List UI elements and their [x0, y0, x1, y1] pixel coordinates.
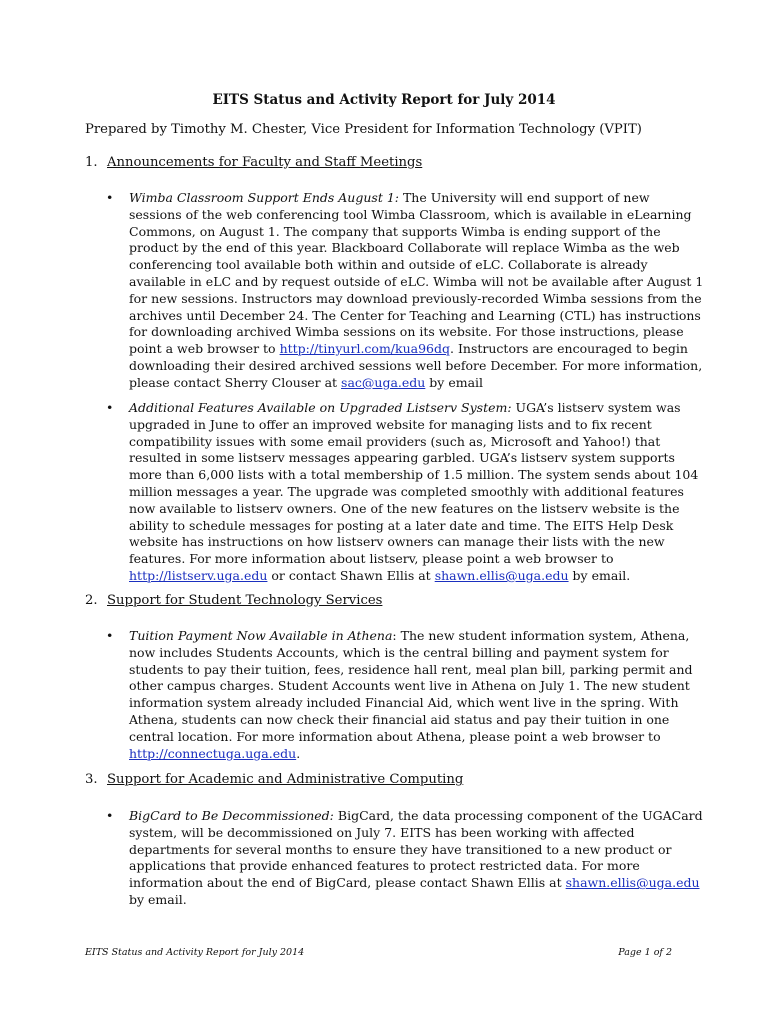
- item-lead: BigCard to Be Decommissioned:: [129, 808, 334, 823]
- list-item: • Additional Features Available on Upgraded Listserv System: UGA’s listserv system was upgraded in June to offer an improved website for managing lists and to fix recent compatibility issues with some email providers (such as, Microsoft and Yahoo!) that resulted in some listserv messages appearing garbled. UGA’s listserv system supports more than 6,000 lists with a total membership of 1.5 million. The system sends about 104 million messages a year. The upgrade was completed smoothly with additional features now available to listserv owners. One of the new features on the listserv website is the ability to schedule messages for posting at a later date and time. The EITS Help Desk website has instructions on how listserv owners can manage their lists with the new features. For more information about listserv, please point a web browser to http://listserv.uga.edu or contact Shawn Ellis at shawn.ellis@uga.edu by email.: [106, 400, 699, 583]
- bullet-icon: •: [106, 400, 114, 415]
- section-heading-1: [85, 155, 422, 170]
- section-number: 1.: [85, 155, 98, 170]
- list-item: • BigCard to Be Decommissioned: BigCard, the data processing component of the UGACard system, will be decommissioned on July 7. EITS has been working with affected departments for several months to ensure they have transitioned to a new product or applications that provide enhanced features to protect restricted data. For more information about the end of BigCard, please contact Shawn Ellis at shawn.ellis@uga.edu by email.: [106, 808, 703, 907]
- section-title: Support for Student Technology Services: [107, 593, 383, 608]
- section-heading-2: [85, 593, 382, 608]
- email-link[interactable]: sac@uga.edu: [341, 374, 426, 390]
- list-item: • Wimba Classroom Support Ends August 1: The University will end support of new sessions of the web conferencing tool Wimba Classroom, which is available in eLearning Commons, on August 1. The company that supports Wimba is ending support of the product by the end of this year. Blackboard Collaborate will replace Wimba as the web conferencing tool available both within and outside of eLC. Collaborate is already available in eLC and by request outside of eLC. Wimba will not be available after August 1 for new sessions. Instructors may download previously-recorded Wimba sessions from the archives until December 24. The Center for Teaching and Learning (CTL) has instructions for downloading archived Wimba sessions on its website. For those instructions, please point a web browser to http://tinyurl.com/kua96dq. Instructors are encouraged to begin downloading their desired archived sessions well before December. For more information, please contact Sherry Clouser at sac@uga.edu by email: [106, 190, 704, 390]
- item-lead: Tuition Payment Now Available in Athena: [129, 628, 393, 643]
- section-title: Support for Academic and Administrative Computing: [107, 772, 464, 787]
- bullet-icon: •: [106, 628, 114, 643]
- email-link[interactable]: shawn.ellis@uga.edu: [565, 875, 700, 891]
- section-number: 2.: [85, 593, 98, 608]
- item-lead: Additional Features Available on Upgraded Listserv System:: [129, 400, 512, 415]
- list-item: • Tuition Payment Now Available in Athena: The new student information system, Athena, now includes Students Accounts, which is the central billing and payment system for students to pay their tuition, fees, residence hall rent, meal plan bill, parking permit and other campus charges. Student Accounts went live in Athena on July 1. The new student information system already included Financial Aid, which went live in the spring. With Athena, students can now check their financial aid status and pay their tuition in one central location. For more information about Athena, please point a web browser to http://connectuga.uga.edu.: [106, 628, 693, 761]
- email-link[interactable]: shawn.ellis@uga.edu: [434, 567, 569, 583]
- tinyurl-link[interactable]: http://tinyurl.com/kua96dq: [279, 341, 451, 357]
- prepared-by-line: Prepared by Timothy M. Chester, Vice President for Information Technology (VPIT): [85, 122, 642, 137]
- athena-link[interactable]: http://connectuga.uga.edu: [129, 745, 297, 761]
- listserv-link[interactable]: http://listserv.uga.edu: [129, 567, 268, 583]
- section-number: 3.: [85, 772, 98, 787]
- section-heading-3: [85, 772, 463, 787]
- footer-title: EITS Status and Activity Report for July 2014: [85, 947, 305, 958]
- bullet-icon: •: [106, 190, 114, 205]
- page-number: Page 1 of 2: [618, 947, 672, 958]
- item-lead: Wimba Classroom Support Ends August 1:: [129, 190, 399, 205]
- bullet-icon: •: [106, 808, 114, 823]
- page-title: EITS Status and Activity Report for July 2014: [212, 92, 556, 108]
- section-title: Announcements for Faculty and Staff Meetings: [107, 155, 423, 170]
